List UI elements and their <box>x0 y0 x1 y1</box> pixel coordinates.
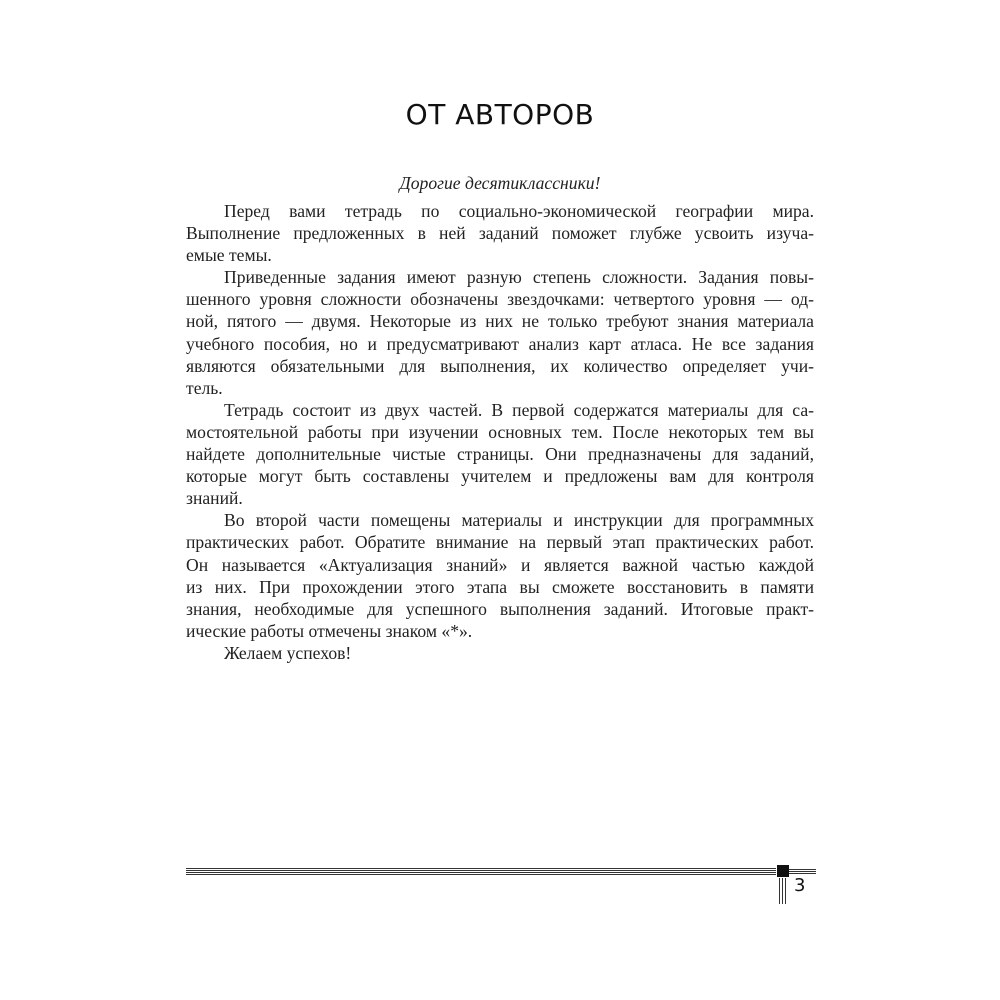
page-marker-bar <box>779 878 780 904</box>
footer-rule <box>186 868 816 875</box>
text-line: практических работ. Обратите внимание на первый этап практических работ. <box>186 532 814 553</box>
text-line: учебного пособия, но и предусматривают анализ карт атласа. Не все задания <box>186 333 814 354</box>
text-line: являются обязательными для выполнения, их количество определяет учи- <box>186 355 814 376</box>
page-marker-bar <box>785 878 786 904</box>
text-line: Во второй части помещены материалы и инструкции для программных <box>224 510 814 531</box>
text-line: Он называется «Актуализация знаний» и является важной частью каждой <box>186 554 814 575</box>
text-line: Перед вами тетрадь по социально-экономической географии мира. <box>224 201 814 221</box>
page-title: ОТ АВТОРОВ <box>405 98 595 131</box>
text-line: которые могут быть составлены учителем и предложены вам для контроля <box>186 466 814 487</box>
page-marker-bar <box>782 878 783 904</box>
text-line: ной, пятого — двумя. Некоторые из них не только требуют знания материала <box>186 311 814 332</box>
text-line: найдете дополнительные чистые страницы. Они предназначены для заданий, <box>186 444 814 465</box>
text-line: знания, необходимые для успешного выполнения заданий. Итоговые практ- <box>186 598 814 619</box>
text-line: ические работы отмечены знаком «*». <box>186 620 473 641</box>
page-number: 3 <box>794 875 806 896</box>
text-line: емые темы. <box>186 245 272 266</box>
text-line: из них. При прохождении этого этапа вы сможете восстановить в памяти <box>186 576 814 597</box>
text-line: тель. <box>186 377 223 398</box>
text-line: Выполнение предложенных в ней заданий поможет глубже усвоить изуча- <box>186 223 814 244</box>
text-line: Приведенные задания имеют разную степень сложности. Задания повы- <box>224 267 814 288</box>
text-line: Тетрадь состоит из двух частей. В первой содержатся материалы для са- <box>224 399 814 420</box>
text-line: шенного уровня сложности обозначены звездочками: четвертого уровня — од- <box>186 289 814 310</box>
salutation: Дорогие десятиклассники! <box>399 173 601 193</box>
text-line: знаний. <box>186 488 243 509</box>
page-marker-square <box>777 865 789 877</box>
text-line: Желаем успехов! <box>224 642 352 663</box>
text-line: мостоятельной работы при изучении основных тем. После некоторых тем вы <box>186 421 814 442</box>
body-text <box>186 200 814 664</box>
